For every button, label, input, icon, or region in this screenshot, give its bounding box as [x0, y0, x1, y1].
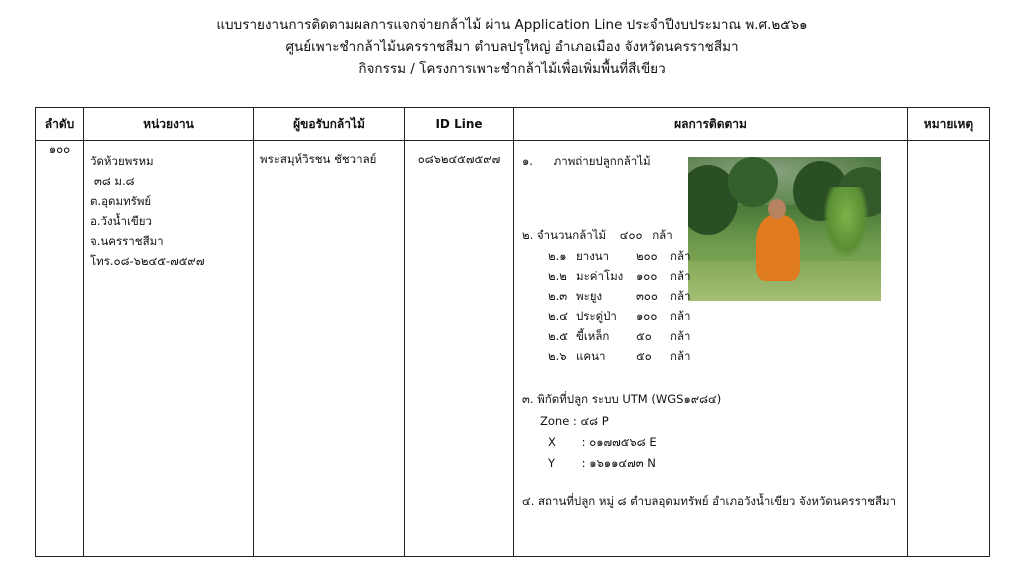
col-header-idline: ID Line — [405, 108, 514, 141]
species-row-5: ๒.๕ ขี้เหล็ก ๕๐ กล้า — [548, 329, 691, 343]
species-row-4: ๒.๔ ประดู่ป่า ๑๐๐ กล้า — [548, 309, 691, 323]
monk-figure — [756, 215, 800, 281]
unit-name: วัดห้วยพรหม — [90, 154, 154, 168]
cell-requester — [254, 141, 405, 557]
col-header-seq: ลำดับ — [36, 108, 84, 141]
report-title: แบบรายงานการติดตามผลการแจกจ่ายกล้าไม้ ผ่าน Application Line ประจำปีงบประมาณ พ.ศ.๒๕๖๑ — [216, 17, 808, 33]
species-row-6: ๒.๖ แคนา ๕๐ กล้า — [548, 349, 691, 363]
utm-x: X : ๐๑๗๗๕๖๘ E — [548, 435, 657, 449]
result-item-2: ๒. จำนวนกล้าไม้ ๔๐๐ กล้า — [522, 228, 673, 242]
cell-idline — [405, 141, 514, 557]
report-activity: กิจกรรม / โครงการเพาะชำกล้าไม้เพื่อเพิ่มพื้นที่สีเขียว — [358, 61, 666, 77]
report-table — [35, 107, 990, 557]
species-row-1: ๒.๑ ยางนา ๒๐๐ กล้า — [548, 249, 691, 263]
col-header-result: ผลการติดตาม — [514, 108, 908, 141]
utm-zone: Zone : ๔๘ P — [540, 414, 609, 428]
requester-name: พระสมุห์วิรชน ชัชวาลย์ — [260, 152, 377, 166]
result-item-4: ๔. สถานที่ปลูก หมู่ ๘ ตำบลอุดมทรัพย์ อำเภอวังน้ำเขียว จังหวัดนครราชสีมา — [522, 494, 897, 508]
cell-seq: ๑๐๐ — [36, 141, 84, 557]
idline-value: ๐๘๖๒๔๕๗๕๙๗ — [417, 152, 501, 166]
table-row — [36, 141, 990, 557]
result-item-3: ๓. พิกัดที่ปลูก ระบบ UTM (WGS๑๙๘๔) — [522, 392, 722, 406]
col-header-unit: หน่วยงาน — [84, 108, 254, 141]
planting-photo — [688, 157, 881, 301]
unit-address-no: ๓๘ ม.๘ — [94, 174, 135, 188]
unit-phone: โทร.๐๘-๖๒๔๕-๗๕๙๗ — [90, 254, 205, 268]
col-header-remark: หมายเหตุ — [908, 108, 990, 141]
unit-subdistrict: ต.อุดมทรัพย์ — [90, 194, 152, 208]
cell-result — [514, 141, 908, 557]
table-header-row — [36, 108, 990, 141]
species-row-3: ๒.๓ พะยูง ๓๐๐ กล้า — [548, 289, 691, 303]
cell-unit — [84, 141, 254, 557]
report-header — [0, 14, 1024, 80]
result-item-1: ๑. ภาพถ่ายปลูกกล้าไม้ — [522, 154, 651, 168]
unit-province: จ.นครราชสีมา — [90, 234, 164, 248]
unit-district: อ.วังน้ำเขียว — [90, 214, 152, 228]
cell-remark — [908, 141, 990, 557]
species-row-2: ๒.๒ มะค่าโมง ๑๐๐ กล้า — [548, 269, 691, 283]
report-center-name: ศูนย์เพาะชำกล้าไม้นครราชสีมา ตำบลปรุใหญ่ อำเภอเมือง จังหวัดนครราชสีมา — [285, 39, 739, 55]
utm-y: Y : ๑๖๑๑๔๗๓ N — [548, 456, 656, 470]
col-header-requester: ผู้ขอรับกล้าไม้ — [254, 108, 405, 141]
